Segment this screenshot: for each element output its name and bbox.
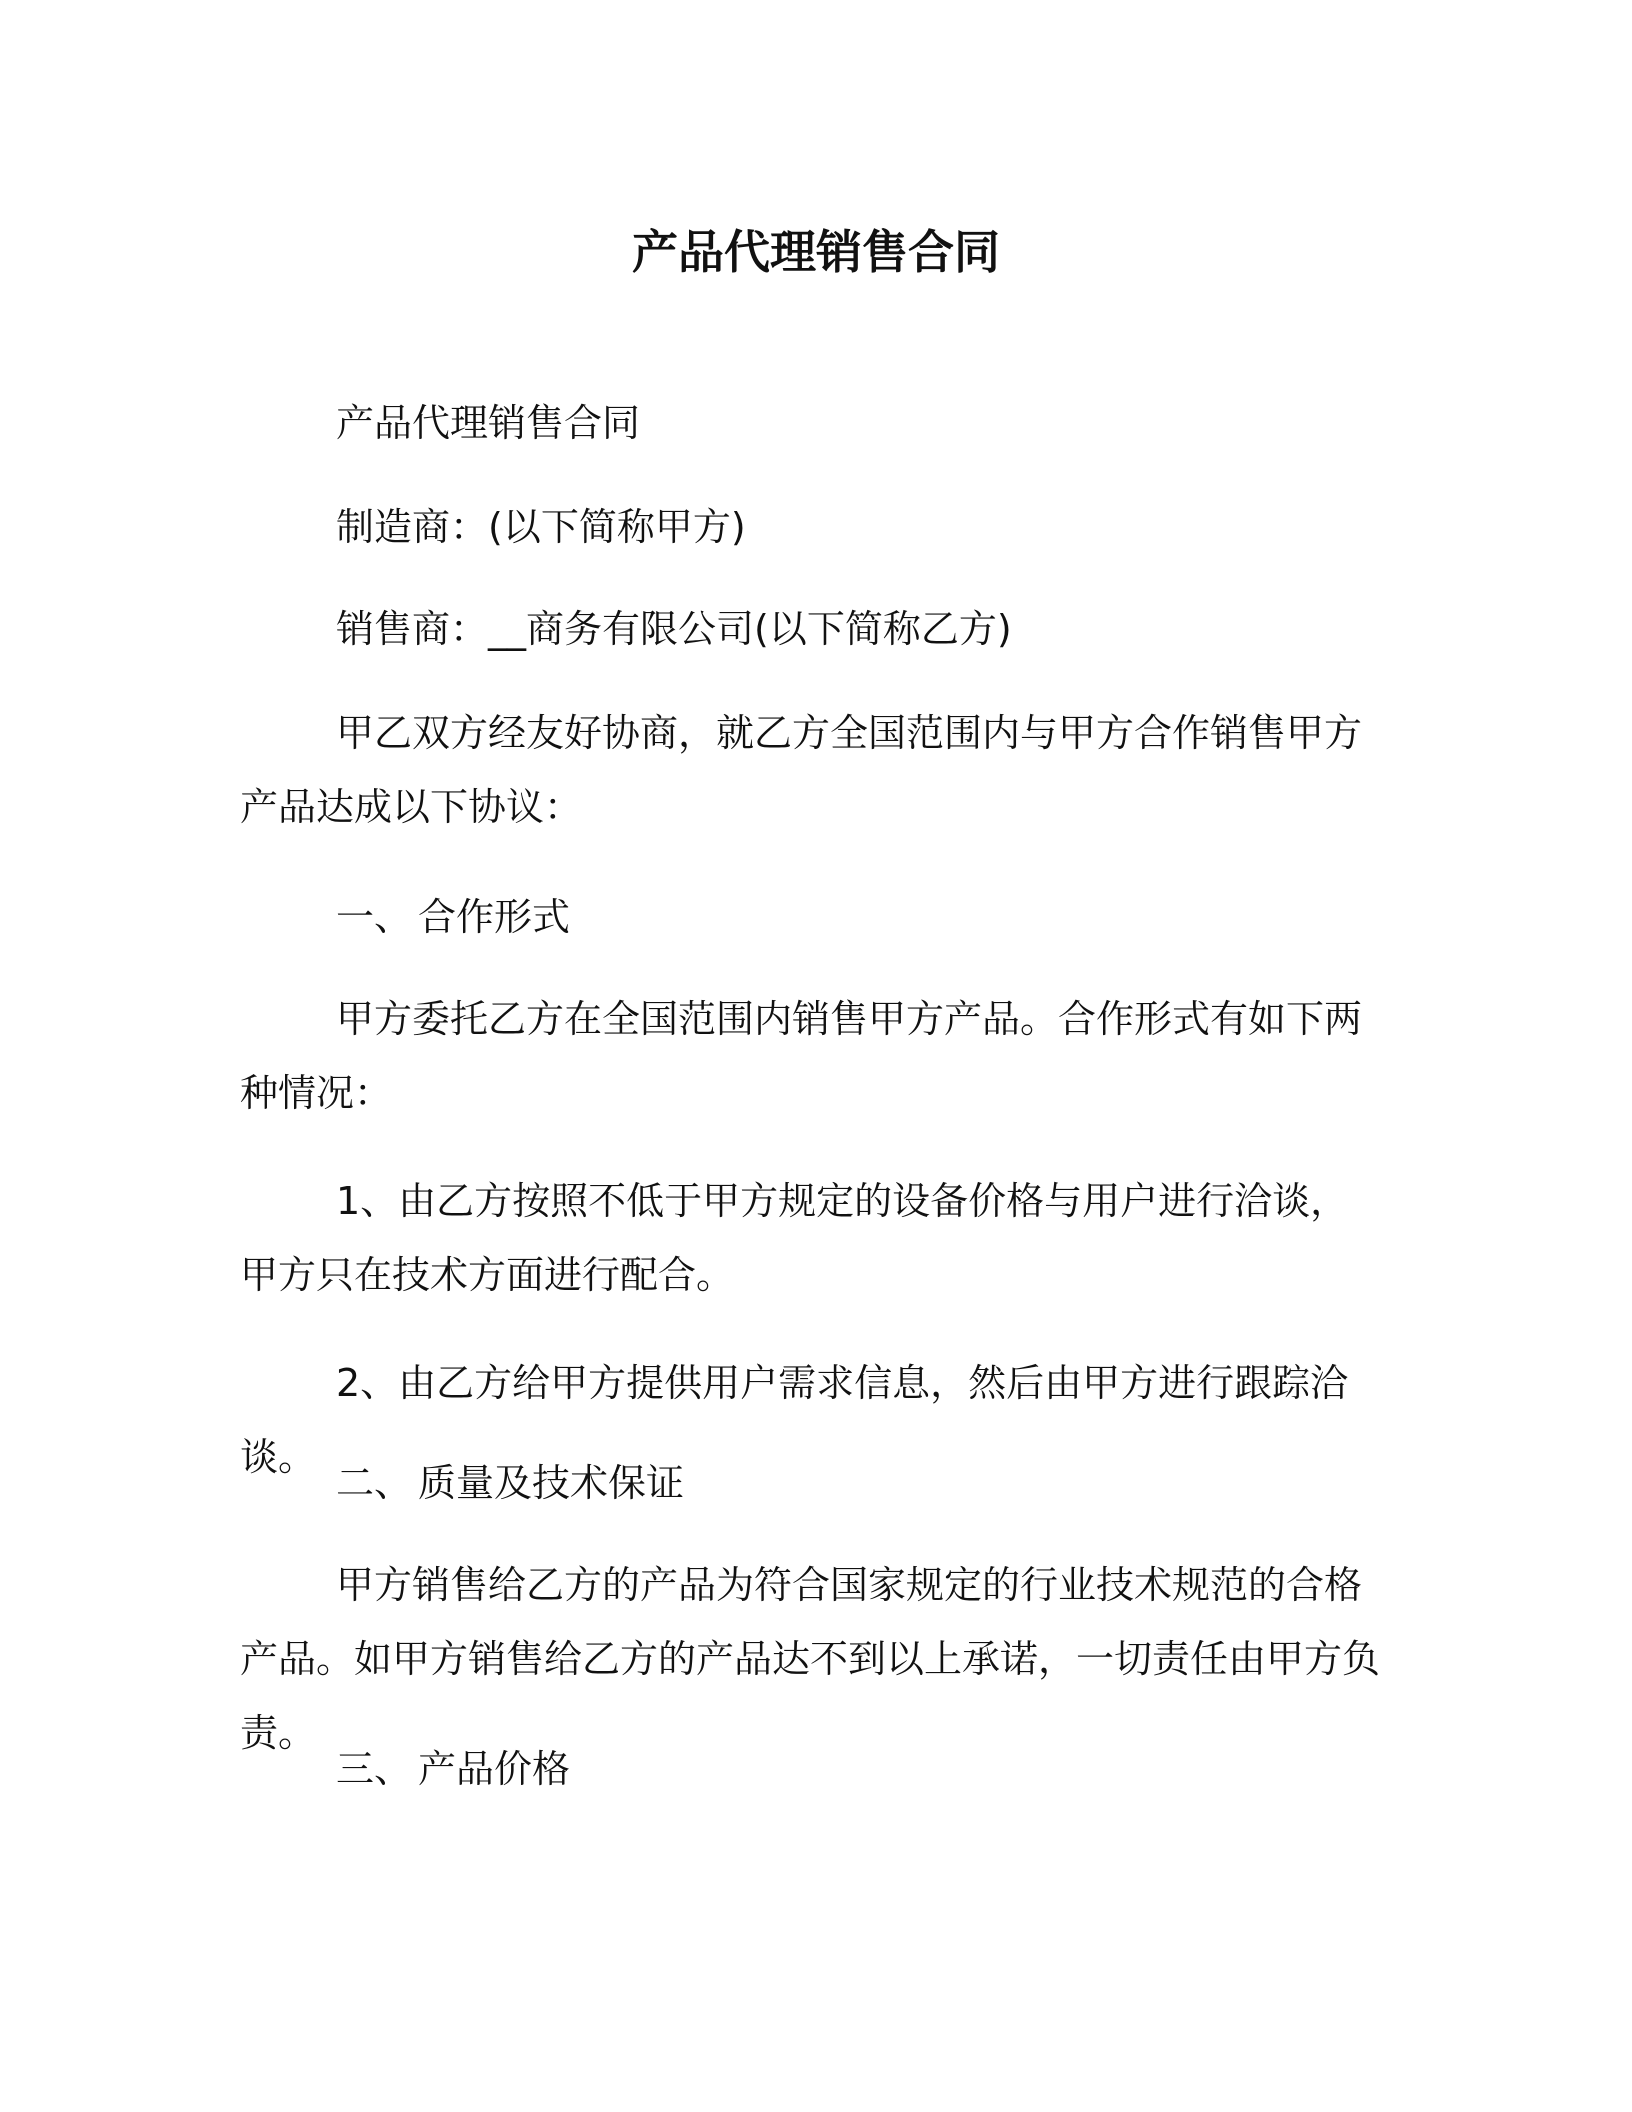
document-title: 产品代理销售合同 bbox=[632, 225, 1000, 279]
section-title: 合作形式 bbox=[418, 895, 571, 939]
section-number: 三、 bbox=[336, 1747, 413, 1791]
section-1-paragraph-3: 2、由乙方给甲方提供用户需求信息，然后由甲方进行跟踪洽谈。 bbox=[240, 1361, 1349, 1479]
section-heading-1 bbox=[336, 890, 570, 944]
subtitle-paragraph: 产品代理销售合同 bbox=[336, 401, 641, 445]
manufacturer-paragraph: 制造商：(以下简称甲方) bbox=[336, 505, 746, 549]
preamble-paragraph: 甲乙双方经友好协商，就乙方全国范围内与甲方合作销售甲方产品达成以下协议： bbox=[240, 711, 1363, 829]
section-1-paragraph-2: 1、由乙方按照不低于甲方规定的设备价格与用户进行洽谈，甲方只在技术方面进行配合。 bbox=[240, 1179, 1349, 1297]
section-number: 二、 bbox=[336, 1461, 413, 1505]
seller-paragraph: 销售商：__商务有限公司(以下简称乙方) bbox=[336, 607, 1012, 651]
section-title: 质量及技术保证 bbox=[418, 1461, 685, 1505]
section-title: 产品价格 bbox=[418, 1747, 571, 1791]
section-heading-2 bbox=[336, 1456, 684, 1510]
section-number: 一、 bbox=[336, 895, 413, 939]
section-1-paragraph-1: 甲方委托乙方在全国范围内销售甲方产品。合作形式有如下两种情况： bbox=[240, 997, 1363, 1115]
section-heading-3 bbox=[336, 1742, 570, 1796]
section-2-paragraph-1: 甲方销售给乙方的产品为符合国家规定的行业技术规范的合格产品。如甲方销售给乙方的产品达不到以上承诺，一切责任由甲方负责。 bbox=[240, 1563, 1381, 1755]
